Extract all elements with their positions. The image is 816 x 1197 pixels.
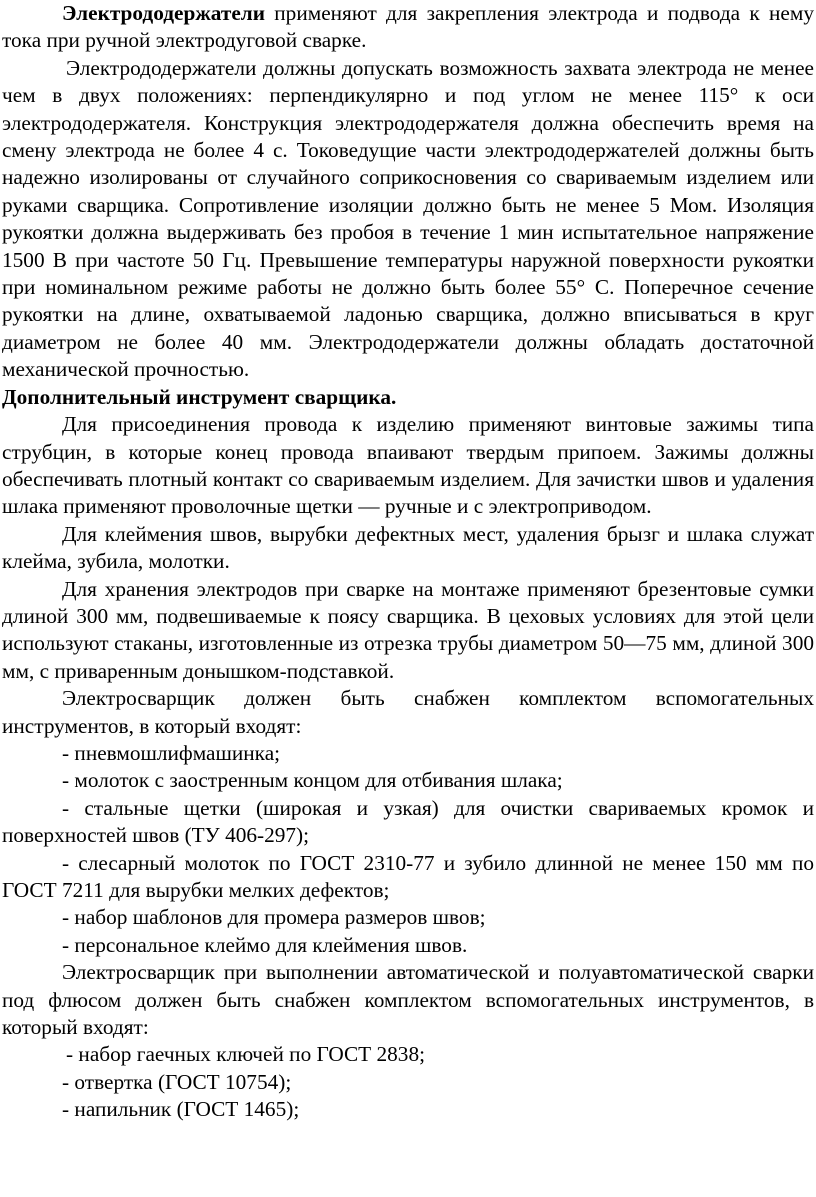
list-item: - пневмошлифмашинка; (62, 740, 281, 765)
term-electrode-holders: Электрододержатели (62, 1, 265, 25)
section-heading-additional-tools: Дополнительный инструмент сварщика. (2, 384, 397, 409)
paragraph-auto-welding-kit-intro: Электросварщик при выполнении автоматической и полуавтоматической сварки под флюсом должен быть снабжен комплектом вспомогательных инструментов, в который входят: (2, 960, 814, 1040)
paragraph-intro-text: применяют для закрепления электрода и подвода к нему тока при ручной электродуговой сварке. (2, 1, 814, 53)
list-item: - набор гаечных ключей по ГОСТ 2838; (66, 1042, 426, 1067)
list-item: - молоток с заостренным концом для отбивания шлака; (62, 768, 563, 793)
list-item: - напильник (ГОСТ 1465); (62, 1097, 300, 1122)
list-item: - стальные щетки (широкая и узкая) для очистки свариваемых кромок и поверхностей швов (ТУ 406-297); (2, 795, 814, 848)
paragraph-marking-tools: Для клеймения швов, вырубки дефектных мест, удаления брызг и шлака служат клейма, зубила, молотки. (2, 521, 814, 574)
paragraph-electrode-storage: Для хранения электродов при сварке на монтаже применяют брезентовые сумки длиной 300 мм, подвешиваемые к поясу сварщика. В цеховых условиях для этой цели используют стаканы, изготовленные из отрезка трубы диаметром 50—75 мм, длиной 300 мм, с приваренным донышком-подставкой. (2, 576, 814, 683)
paragraph-electrode-holders-intro (2, 0, 814, 55)
paragraph-clamps-brushes: Для присоединения провода к изделию применяют винтовые зажимы типа струбцин, в которые конец провода впаивают твердым припоем. Зажимы должны обеспечивать плотный контакт со свариваемым изделием. Для зачистки швов и удаления шлака применяют проволочные щетки — ручные и с электроприводом. (2, 412, 814, 519)
list-item: - персональное клеймо для клеймения швов. (62, 932, 468, 957)
paragraph-welder-kit-intro: Электросварщик должен быть снабжен комплектом вспомогательных инструментов, в который входят: (2, 686, 814, 738)
list-item: - набор шаблонов для промера размеров швов; (62, 905, 486, 930)
paragraph-electrode-holders-requirements: Электрододержатели должны допускать возможность захвата электрода не менее чем в двух положениях: перпендикулярно и под углом не менее 115° к оси электрододержателя. Конструкция электрододержателя должна обеспечить время на смену электрода не более 4 с. Токоведущие части электрододержателей должны быть надежно изолированы от случайного соприкосновения со свариваемым изделием или руками сварщика. Сопротивление изоляции должно быть не менее 5 Мом. Изоляция рукоятки должна выдерживать без пробоя в течение 1 мин испытательное напряжение 1500 В при частоте 50 Гц. Превышение температуры наружной поверхности рукоятки при номинальном режиме работы не должно быть более 55° С. Поперечное сечение рукоятки на длине, охватываемой ладонью сварщика, должно вписываться в круг диаметром не более 40 мм. Электрододержатели должны обладать достаточной механической прочностью. (2, 55, 814, 382)
list-item: - отвертка (ГОСТ 10754); (62, 1069, 292, 1094)
document-page (2, 0, 814, 1124)
list-item: - слесарный молоток по ГОСТ 2310-77 и зубило длинной не менее 150 мм по ГОСТ 7211 для вырубки мелких дефектов; (2, 850, 814, 902)
